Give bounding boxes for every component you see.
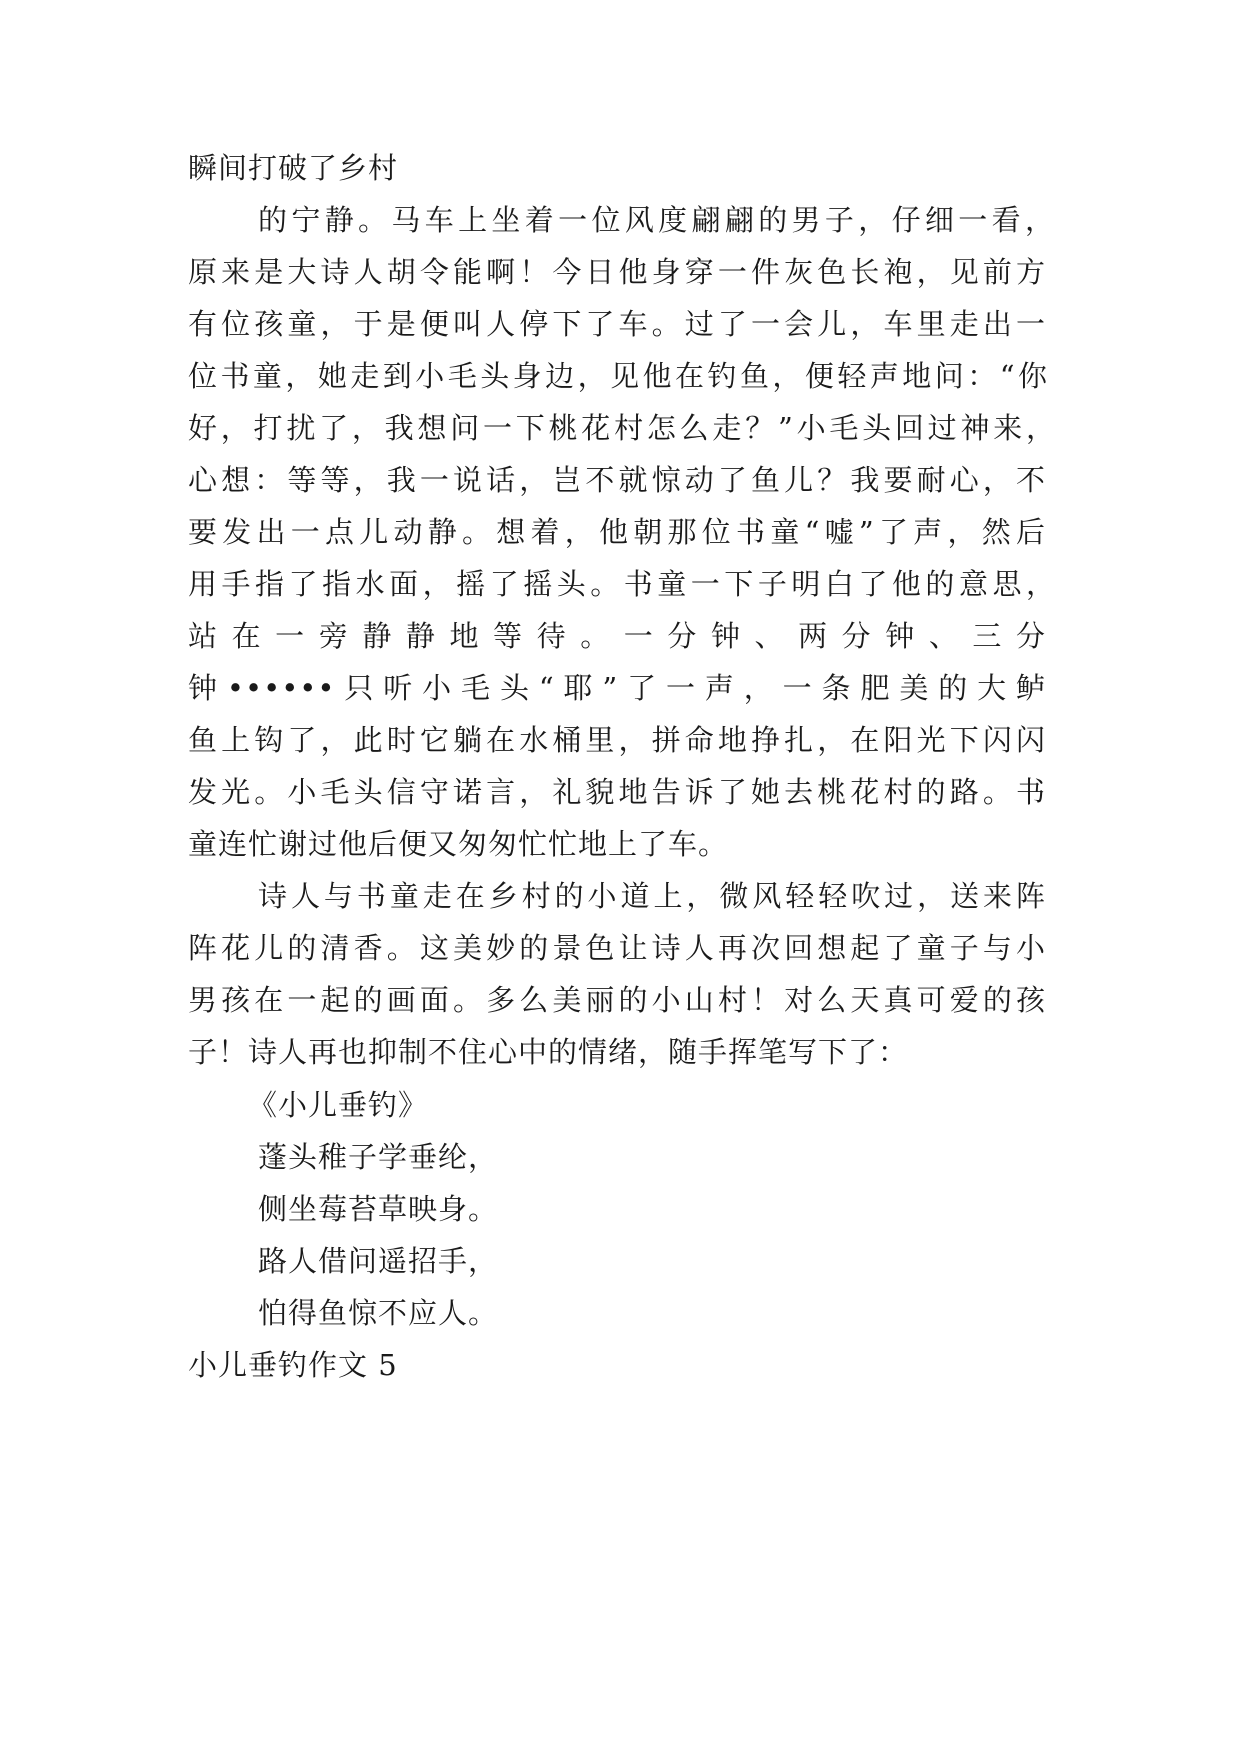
line-text: 诗人与书童走在乡村的小道上，微风轻轻吹过，送来阵 — [258, 879, 1046, 913]
text-line — [0, 506, 1241, 558]
line-text: 位书童，她走到小毛头身边，见他在钓鱼，便轻声地问：“你 — [188, 359, 1048, 393]
line-text: 发光。小毛头信守诺言，礼貌地告诉了她去桃花村的路。书 — [188, 775, 1046, 809]
text-line — [0, 974, 1241, 1026]
text-line — [0, 766, 1241, 818]
line-text: 原来是大诗人胡令能啊！今日他身穿一件灰色长袍，见前方 — [188, 255, 1046, 289]
text-line — [0, 142, 1241, 194]
text-line — [0, 1235, 1241, 1287]
text-line — [0, 714, 1241, 766]
line-text: 童连忙谢过他后便又匆匆忙忙地上了车。 — [188, 827, 729, 861]
line-text: 鱼上钩了，此时它躺在水桶里，拼命地挣扎，在阳光下闪闪 — [188, 723, 1046, 757]
text-line — [0, 1131, 1241, 1183]
line-text: 的宁静。马车上坐着一位风度翩翩的男子，仔细一看， — [258, 203, 1055, 237]
text-line — [0, 246, 1241, 298]
text-line — [0, 194, 1241, 246]
text-line — [0, 1026, 1241, 1078]
line-text: 《小儿垂钓》 — [248, 1088, 429, 1122]
line-text: 瞬间打破了乡村 — [188, 151, 399, 185]
text-line — [0, 298, 1241, 350]
line-text: 好，打扰了，我想问一下桃花村怎么走？”小毛头回过神来， — [188, 411, 1056, 445]
line-text: 路人借问遥招手， — [258, 1244, 499, 1278]
text-line — [0, 922, 1241, 974]
text-line — [0, 558, 1241, 610]
line-text: 男孩在一起的画面。多么美丽的小山村！对么天真可爱的孩 — [188, 983, 1046, 1017]
text-line — [0, 1079, 1241, 1131]
line-text: 子！诗人再也抑制不住心中的情绪，随手挥笔写下了： — [188, 1035, 909, 1069]
text-line — [0, 818, 1241, 870]
line-text: 钟••••••只听小毛头“耶”了一声，一条肥美的大鲈 — [188, 671, 1046, 705]
line-text: 小儿垂钓作文 5 — [188, 1348, 398, 1382]
text-line — [0, 350, 1241, 402]
text-line — [0, 1183, 1241, 1235]
text-line — [0, 662, 1241, 714]
line-text: 要发出一点儿动静。想着，他朝那位书童“嘘”了声，然后 — [188, 515, 1046, 549]
text-line — [0, 402, 1241, 454]
text-line — [0, 454, 1241, 506]
line-text: 蓬头稚子学垂纶， — [258, 1140, 499, 1174]
line-text: 有位孩童，于是便叫人停下了车。过了一会儿，车里走出一 — [188, 307, 1046, 341]
text-line — [0, 1339, 1241, 1391]
line-text: 阵花儿的清香。这美妙的景色让诗人再次回想起了童子与小 — [188, 931, 1046, 965]
line-text: 怕得鱼惊不应人。 — [258, 1296, 499, 1330]
text-line — [0, 1287, 1241, 1339]
line-text: 侧坐莓苔草映身。 — [258, 1192, 499, 1226]
line-text: 站在一旁静静地等待。一分钟、两分钟、三分 — [188, 619, 1046, 653]
line-text: 用手指了指水面，摇了摇头。书童一下子明白了他的意思， — [188, 567, 1056, 601]
text-line — [0, 870, 1241, 922]
line-text: 心想：等等，我一说话，岂不就惊动了鱼儿？我要耐心，不 — [188, 463, 1046, 497]
text-line — [0, 610, 1241, 662]
